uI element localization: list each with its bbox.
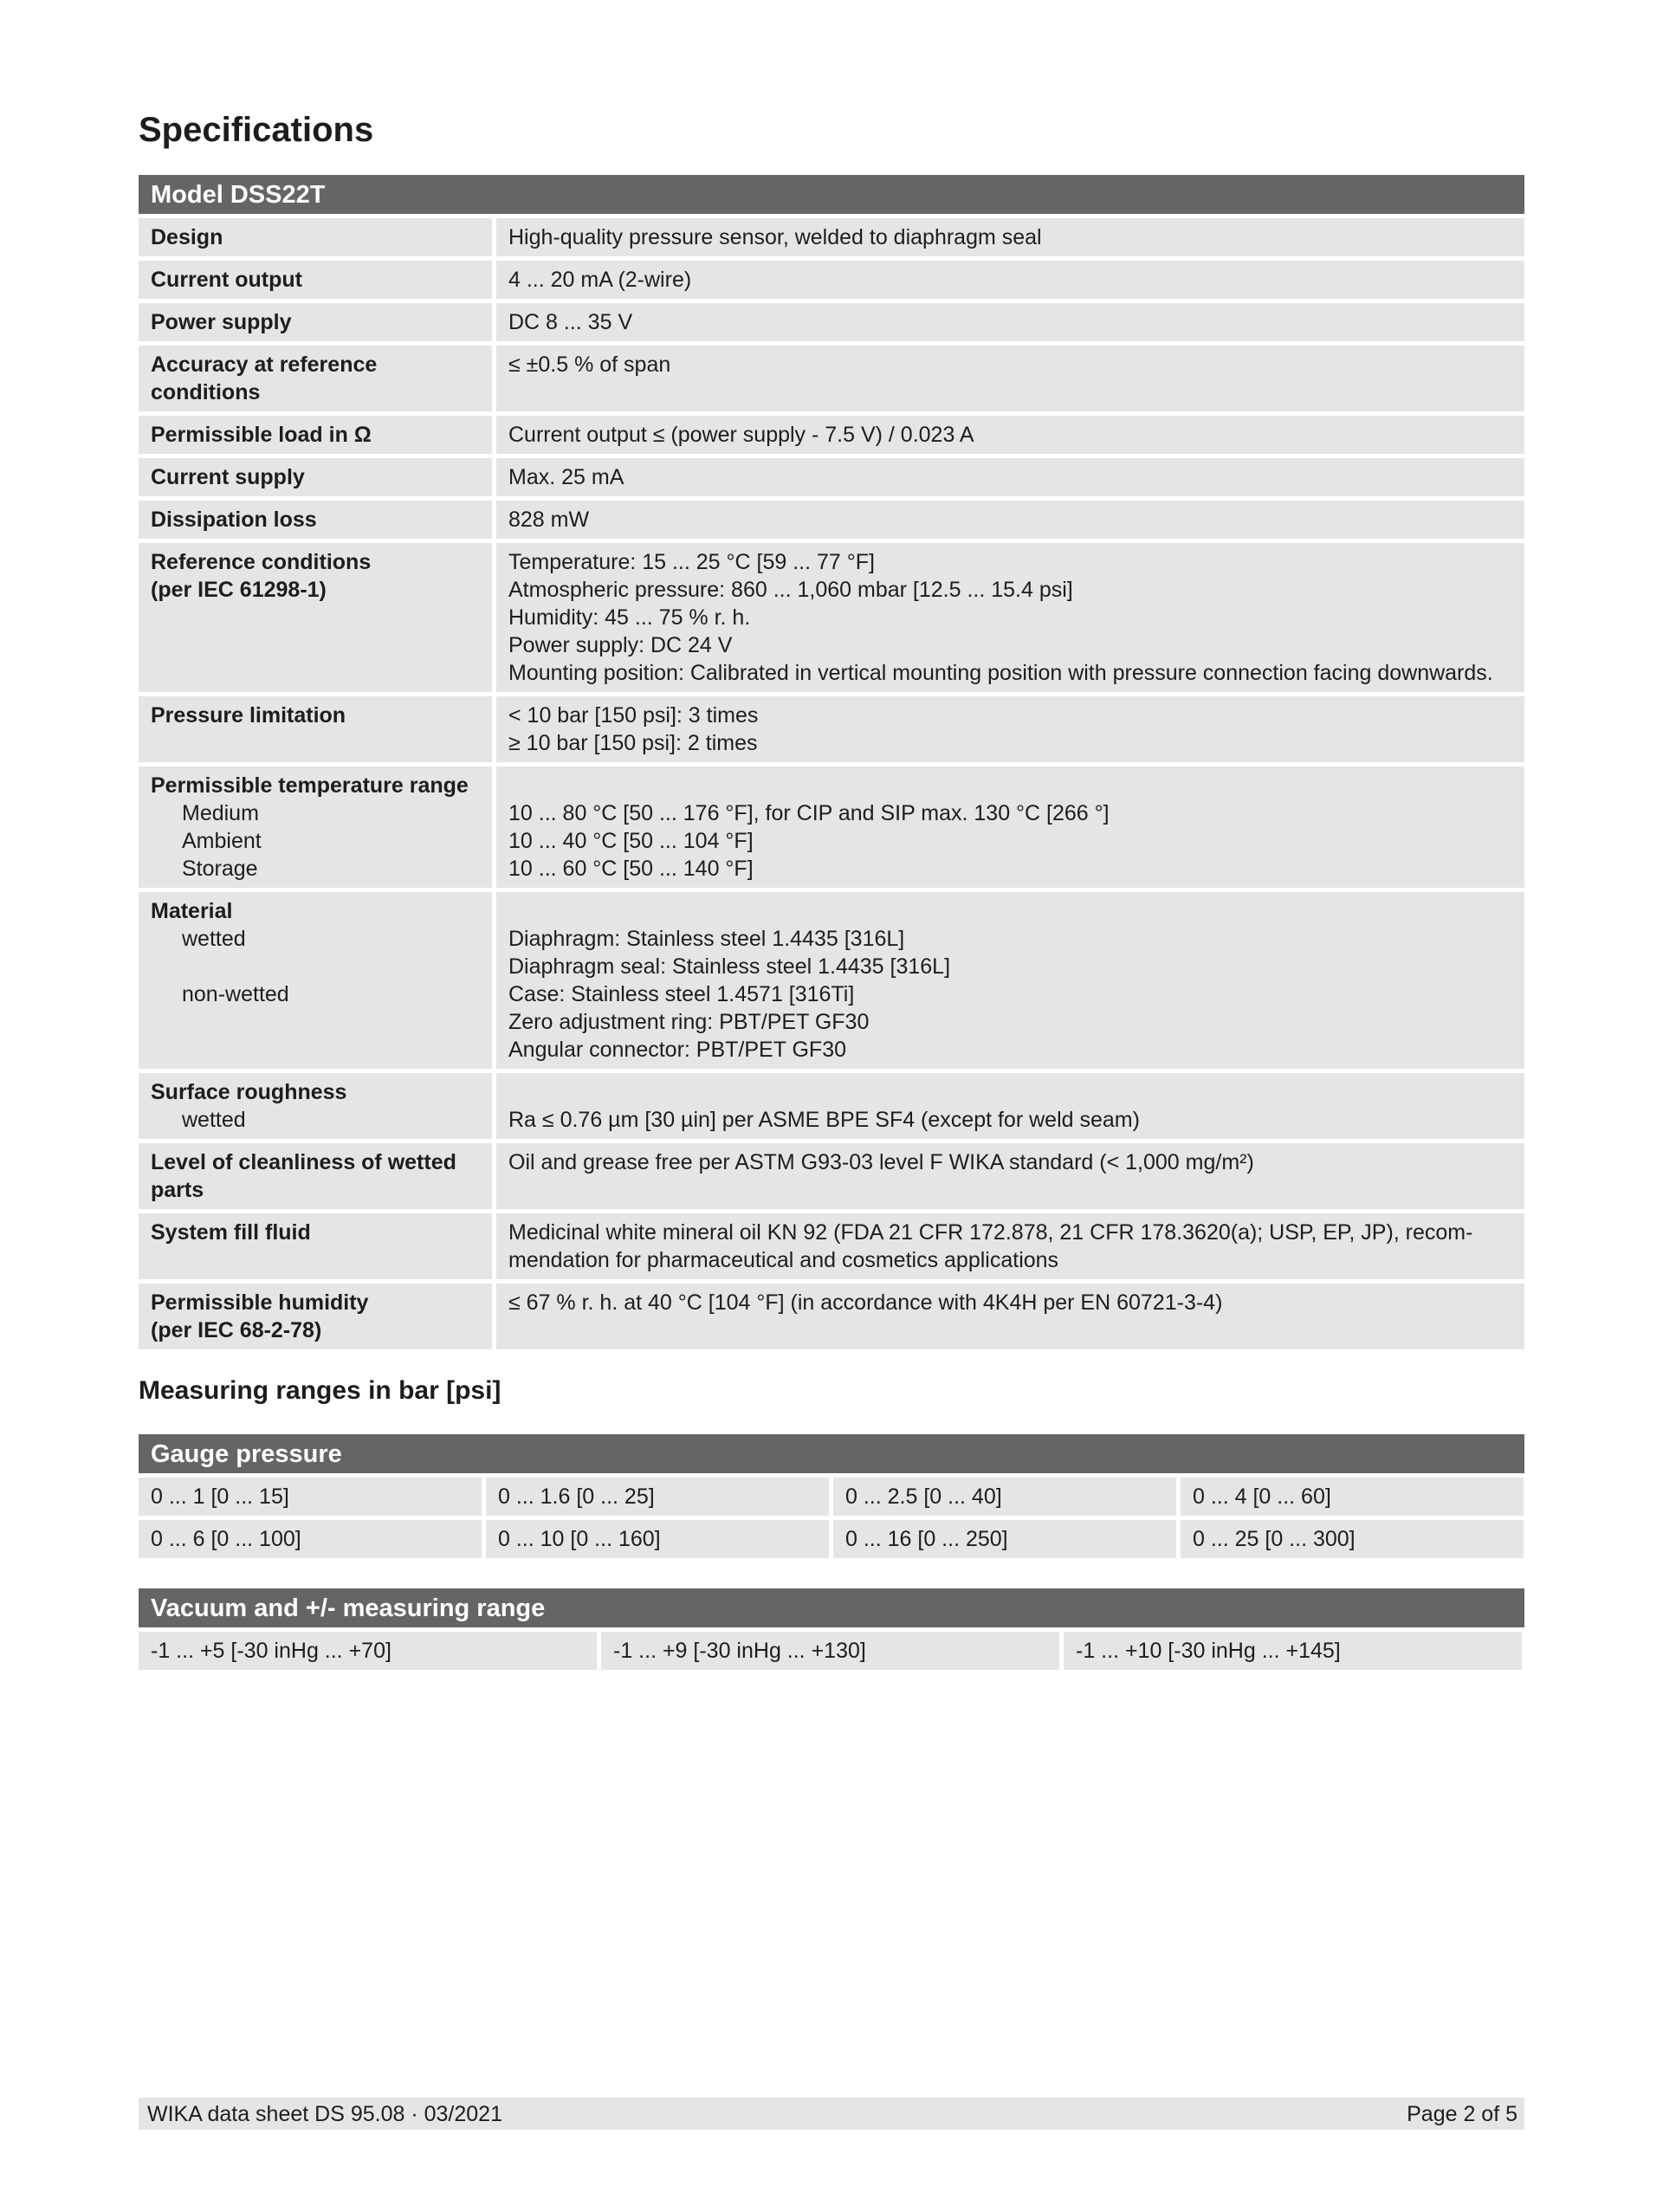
spec-label: Reference conditions (151, 550, 372, 574)
spec-label: Material (151, 899, 233, 923)
range-cell: 0 ... 1.6 [0 ... 25] (486, 1478, 829, 1516)
spec-label-cell (139, 501, 492, 539)
spec-label-cell (139, 218, 492, 256)
spec-value: mendation for pharmaceutical and cosmetics applications (508, 1248, 1059, 1272)
spec-label-cell (139, 1143, 492, 1209)
spec-value: Power supply: DC 24 V (508, 633, 733, 657)
spec-row (139, 218, 1524, 256)
spec-value-cell (496, 346, 1524, 411)
spec-value-cell (496, 501, 1524, 539)
range-row (139, 1632, 1524, 1670)
spec-value: ≤ ±0.5 % of span (508, 352, 671, 377)
spec-label: Accuracy at reference (151, 352, 378, 377)
page-footer (139, 2098, 1524, 2130)
spec-label: (per IEC 68-2-78) (151, 1318, 322, 1342)
spec-table-header: Model DSS22T (139, 175, 1524, 214)
spec-row (139, 543, 1524, 692)
spec-label: Dissipation loss (151, 508, 317, 532)
gauge-pressure-body (139, 1478, 1524, 1558)
spec-value: 10 ... 60 °C [50 ... 140 °F] (508, 857, 754, 881)
spec-row (139, 346, 1524, 411)
spec-label-cell (139, 416, 492, 454)
range-cell: 0 ... 6 [0 ... 100] (139, 1520, 482, 1558)
range-row (139, 1478, 1524, 1516)
spec-value: Diaphragm: Stainless steel 1.4435 [316L] (508, 927, 905, 951)
spec-label-cell (139, 892, 492, 1069)
range-row (139, 1520, 1524, 1558)
spec-value: ≥ 10 bar [150 psi]: 2 times (508, 731, 758, 755)
spec-sublabel: non-wetted (182, 982, 289, 1006)
range-cell: 0 ... 2.5 [0 ... 40] (833, 1478, 1176, 1516)
spec-value: Mounting position: Calibrated in vertical mounting position with pressure connection facing downwards. (508, 661, 1493, 685)
spec-label-cell (139, 303, 492, 341)
range-cell: 0 ... 16 [0 ... 250] (833, 1520, 1176, 1558)
footer-page-number: Page 2 of 5 (1407, 2102, 1517, 2126)
spec-label: Power supply (151, 310, 292, 334)
spec-row (139, 1284, 1524, 1349)
spec-table-body (139, 218, 1524, 1349)
spec-value-cell (496, 1073, 1524, 1139)
spec-sublabel: wetted (182, 1108, 246, 1132)
spec-value: Atmospheric pressure: 860 ... 1,060 mbar [12.5 ... 15.4 psi] (508, 578, 1073, 602)
spec-value (508, 897, 1512, 925)
spec-table (139, 175, 1524, 1349)
range-cell: 0 ... 25 [0 ... 300] (1181, 1520, 1524, 1558)
vacuum-range-header: Vacuum and +/- measuring range (139, 1588, 1524, 1627)
measuring-ranges-title: Measuring ranges in bar [psi] (139, 1376, 501, 1405)
spec-value-cell (496, 303, 1524, 341)
range-cell: 0 ... 1 [0 ... 15] (139, 1478, 482, 1516)
page-title: Specifications (139, 111, 374, 149)
spec-label: Permissible load in Ω (151, 423, 372, 447)
spec-row (139, 303, 1524, 341)
spec-label-cell (139, 1073, 492, 1139)
spec-label-cell (139, 1213, 492, 1279)
spec-label: (per IEC 61298-1) (151, 578, 327, 602)
gauge-pressure-table (139, 1434, 1524, 1558)
spec-row (139, 261, 1524, 299)
spec-value: Temperature: 15 ... 25 °C [59 ... 77 °F] (508, 550, 875, 574)
spec-value: Angular connector: PBT/PET GF30 (508, 1038, 847, 1062)
spec-row (139, 1073, 1524, 1139)
spec-value: Oil and grease free per ASTM G93-03 level F WIKA standard (< 1,000 mg/m²) (508, 1150, 1254, 1174)
spec-value-cell (496, 1143, 1524, 1209)
spec-row (139, 892, 1524, 1069)
footer-document-id: WIKA data sheet DS 95.08 · 03/2021 (147, 2102, 502, 2126)
spec-value-cell (496, 458, 1524, 496)
spec-value: Current output ≤ (power supply - 7.5 V) / 0.023 A (508, 423, 974, 447)
spec-row (139, 416, 1524, 454)
spec-value: Max. 25 mA (508, 465, 624, 489)
spec-sublabel: Storage (182, 857, 258, 881)
spec-value-cell (496, 416, 1524, 454)
spec-value: 4 ... 20 mA (2-wire) (508, 268, 692, 292)
spec-label-cell (139, 696, 492, 762)
spec-value: Ra ≤ 0.76 µm [30 µin] per ASME BPE SF4 (except for weld seam) (508, 1108, 1140, 1132)
spec-sublabel: wetted (182, 927, 246, 951)
spec-value: 10 ... 40 °C [50 ... 104 °F] (508, 829, 754, 853)
spec-label-cell (139, 543, 492, 692)
spec-value (508, 772, 1512, 799)
spec-value-cell (496, 766, 1524, 888)
spec-value: High-quality pressure sensor, welded to diaphragm seal (508, 225, 1042, 249)
spec-label-cell (139, 766, 492, 888)
spec-label: Permissible temperature range (151, 773, 469, 798)
gauge-pressure-header: Gauge pressure (139, 1434, 1524, 1473)
spec-label-cell (139, 1284, 492, 1349)
spec-value-cell (496, 261, 1524, 299)
range-cell: -1 ... +9 [-30 inHg ... +130] (601, 1632, 1059, 1670)
spec-label-cell (139, 458, 492, 496)
vacuum-range-table (139, 1588, 1524, 1670)
spec-label: parts (151, 1178, 204, 1202)
spec-label: Design (151, 225, 223, 249)
spec-sublabel: Ambient (182, 829, 262, 853)
spec-label: System fill fluid (151, 1220, 311, 1245)
spec-label: Current supply (151, 465, 305, 489)
spec-sublabel (151, 953, 480, 980)
spec-value-cell (496, 892, 1524, 1069)
spec-row (139, 766, 1524, 888)
spec-row (139, 696, 1524, 762)
spec-label: conditions (151, 380, 261, 404)
spec-row (139, 501, 1524, 539)
spec-row (139, 458, 1524, 496)
spec-value: Humidity: 45 ... 75 % r. h. (508, 605, 751, 630)
spec-value-cell (496, 1213, 1524, 1279)
spec-value: Diaphragm seal: Stainless steel 1.4435 [316L] (508, 954, 951, 979)
spec-label: Current output (151, 268, 302, 292)
spec-value: DC 8 ... 35 V (508, 310, 633, 334)
spec-value-cell (496, 543, 1524, 692)
spec-value: 10 ... 80 °C [50 ... 176 °F], for CIP and SIP max. 130 °C [266 °] (508, 801, 1110, 825)
range-cell: -1 ... +10 [-30 inHg ... +145] (1064, 1632, 1522, 1670)
spec-label: Level of cleanliness of wetted (151, 1150, 456, 1174)
vacuum-range-body (139, 1632, 1524, 1670)
spec-label-cell (139, 261, 492, 299)
spec-value: Zero adjustment ring: PBT/PET GF30 (508, 1010, 870, 1034)
spec-label: Permissible humidity (151, 1290, 369, 1315)
spec-value: < 10 bar [150 psi]: 3 times (508, 703, 759, 728)
spec-value-cell (496, 1284, 1524, 1349)
spec-value-cell (496, 218, 1524, 256)
spec-label: Surface roughness (151, 1080, 347, 1104)
spec-value: Medicinal white mineral oil KN 92 (FDA 21 CFR 172.878, 21 CFR 178.3620(a); USP, EP, JP), recom- (508, 1220, 1473, 1245)
spec-value: Case: Stainless steel 1.4571 [316Ti] (508, 982, 855, 1006)
spec-value (508, 1078, 1512, 1106)
spec-label: Pressure limitation (151, 703, 346, 728)
spec-value: 828 mW (508, 508, 590, 532)
spec-value: ≤ 67 % r. h. at 40 °C [104 °F] (in accordance with 4K4H per EN 60721-3-4) (508, 1290, 1223, 1315)
spec-row (139, 1213, 1524, 1279)
range-cell: 0 ... 4 [0 ... 60] (1181, 1478, 1524, 1516)
spec-row (139, 1143, 1524, 1209)
spec-label-cell (139, 346, 492, 411)
spec-value-cell (496, 696, 1524, 762)
spec-sublabel: Medium (182, 801, 259, 825)
range-cell: 0 ... 10 [0 ... 160] (486, 1520, 829, 1558)
range-cell: -1 ... +5 [-30 inHg ... +70] (139, 1632, 597, 1670)
